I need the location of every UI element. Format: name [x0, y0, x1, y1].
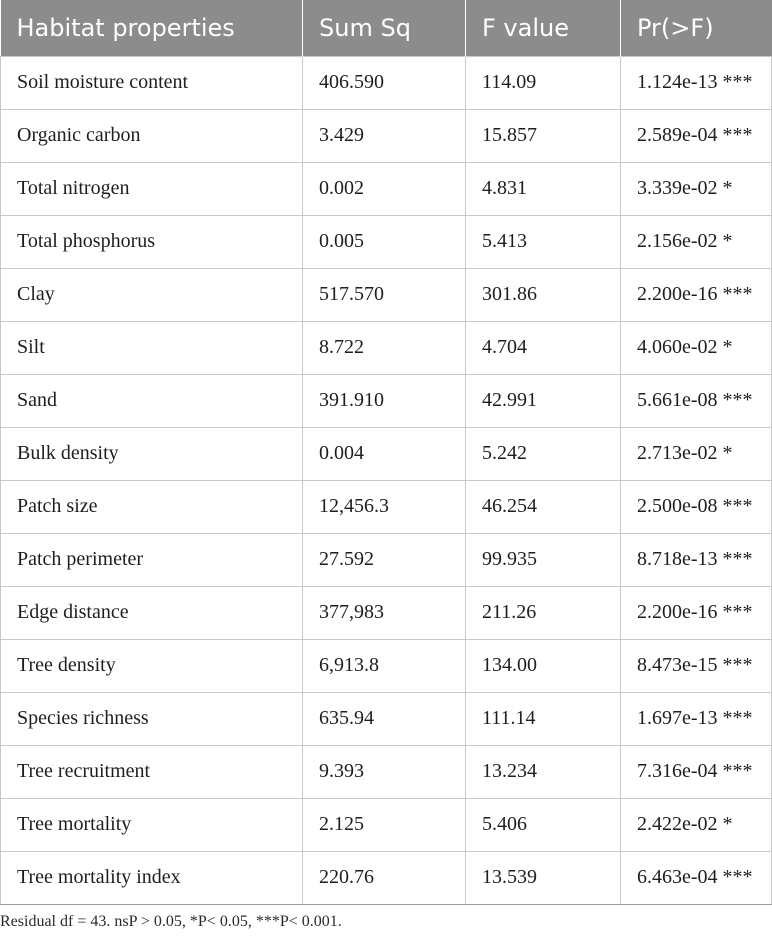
- table-row: [1, 162, 772, 215]
- sum-sq-cell: 391.910: [303, 374, 466, 427]
- property-cell: Sand: [1, 374, 303, 427]
- f-value-cell: 42.991: [466, 374, 621, 427]
- property-cell: Patch size: [1, 480, 303, 533]
- table-header: [1, 0, 772, 56]
- header-sum-sq: Sum Sq: [303, 0, 466, 56]
- header-row: [1, 0, 772, 56]
- sum-sq-cell: 6,913.8: [303, 639, 466, 692]
- table-footnote: Residual df = 43. nsP > 0.05, *P< 0.05, ***P< 0.001.: [0, 913, 342, 930]
- property-cell: Total phosphorus: [1, 215, 303, 268]
- property-cell: Silt: [1, 321, 303, 374]
- f-value-cell: 46.254: [466, 480, 621, 533]
- f-value-cell: 5.406: [466, 798, 621, 851]
- property-cell: Patch perimeter: [1, 533, 303, 586]
- property-cell: Tree mortality index: [1, 851, 303, 904]
- p-value-cell: 7.316e-04 ***: [621, 745, 772, 798]
- property-cell: Soil moisture content: [1, 56, 303, 109]
- p-value-cell: 2.200e-16 ***: [621, 586, 772, 639]
- f-value-cell: 301.86: [466, 268, 621, 321]
- table-row: [1, 215, 772, 268]
- sum-sq-cell: 377,983: [303, 586, 466, 639]
- table-row: [1, 586, 772, 639]
- f-value-cell: 13.539: [466, 851, 621, 904]
- sum-sq-cell: 635.94: [303, 692, 466, 745]
- header-f-value: F value: [466, 0, 621, 56]
- sum-sq-cell: 406.590: [303, 56, 466, 109]
- property-cell: Edge distance: [1, 586, 303, 639]
- f-value-cell: 5.242: [466, 427, 621, 480]
- f-value-cell: 211.26: [466, 586, 621, 639]
- sum-sq-cell: 517.570: [303, 268, 466, 321]
- sum-sq-cell: 8.722: [303, 321, 466, 374]
- p-value-cell: 3.339e-02 *: [621, 162, 772, 215]
- p-value-cell: 2.200e-16 ***: [621, 268, 772, 321]
- sum-sq-cell: 0.005: [303, 215, 466, 268]
- p-value-cell: 2.589e-04 ***: [621, 109, 772, 162]
- table-row: [1, 109, 772, 162]
- property-cell: Bulk density: [1, 427, 303, 480]
- p-value-cell: 5.661e-08 ***: [621, 374, 772, 427]
- sum-sq-cell: 27.592: [303, 533, 466, 586]
- f-value-cell: 134.00: [466, 639, 621, 692]
- p-value-cell: 6.463e-04 ***: [621, 851, 772, 904]
- table-row: [1, 268, 772, 321]
- f-value-cell: 114.09: [466, 56, 621, 109]
- p-value-cell: 1.124e-13 ***: [621, 56, 772, 109]
- f-value-cell: 13.234: [466, 745, 621, 798]
- table-row: [1, 374, 772, 427]
- property-cell: Total nitrogen: [1, 162, 303, 215]
- sum-sq-cell: 0.004: [303, 427, 466, 480]
- p-value-cell: 2.500e-08 ***: [621, 480, 772, 533]
- f-value-cell: 4.831: [466, 162, 621, 215]
- p-value-cell: 4.060e-02 *: [621, 321, 772, 374]
- p-value-cell: 1.697e-13 ***: [621, 692, 772, 745]
- property-cell: Clay: [1, 268, 303, 321]
- property-cell: Tree mortality: [1, 798, 303, 851]
- table-row: [1, 745, 772, 798]
- table-row: [1, 321, 772, 374]
- property-cell: Organic carbon: [1, 109, 303, 162]
- table-row: [1, 427, 772, 480]
- table-body: [1, 56, 772, 904]
- header-p-value: Pr(>F): [621, 0, 772, 56]
- f-value-cell: 5.413: [466, 215, 621, 268]
- table-row: [1, 56, 772, 109]
- sum-sq-cell: 3.429: [303, 109, 466, 162]
- p-value-cell: 2.422e-02 *: [621, 798, 772, 851]
- table-row: [1, 533, 772, 586]
- p-value-cell: 8.473e-15 ***: [621, 639, 772, 692]
- property-cell: Tree recruitment: [1, 745, 303, 798]
- p-value-cell: 2.713e-02 *: [621, 427, 772, 480]
- f-value-cell: 4.704: [466, 321, 621, 374]
- table-row: [1, 798, 772, 851]
- sum-sq-cell: 12,456.3: [303, 480, 466, 533]
- sum-sq-cell: 2.125: [303, 798, 466, 851]
- table-row: [1, 480, 772, 533]
- sum-sq-cell: 220.76: [303, 851, 466, 904]
- property-cell: Species richness: [1, 692, 303, 745]
- p-value-cell: 2.156e-02 *: [621, 215, 772, 268]
- sum-sq-cell: 0.002: [303, 162, 466, 215]
- f-value-cell: 99.935: [466, 533, 621, 586]
- header-habitat-properties: Habitat properties: [16, 13, 235, 42]
- table-row: [1, 692, 772, 745]
- property-cell: Tree density: [1, 639, 303, 692]
- table-row: [1, 639, 772, 692]
- sum-sq-cell: 9.393: [303, 745, 466, 798]
- table-row: [1, 851, 772, 904]
- p-value-cell: 8.718e-13 ***: [621, 533, 772, 586]
- f-value-cell: 15.857: [466, 109, 621, 162]
- f-value-cell: 111.14: [466, 692, 621, 745]
